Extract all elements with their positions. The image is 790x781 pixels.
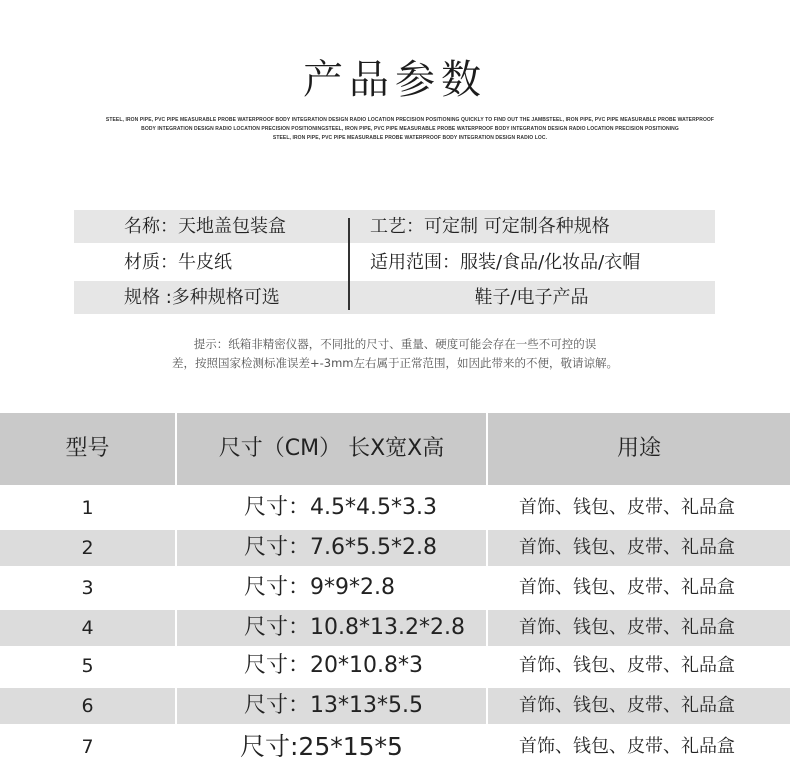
header-use: 用途: [616, 436, 661, 461]
row-size: 尺寸：4.5*4.5*3.3: [244, 495, 437, 520]
header-model: 型号: [65, 436, 110, 461]
spec-craft: 工艺：可定制 可定制各种规格: [370, 216, 610, 237]
table-row: [0, 688, 790, 724]
spec-row: [74, 246, 715, 279]
spec-material: 材质：牛皮纸: [124, 252, 232, 273]
spec-block: [74, 210, 715, 314]
table-row: [0, 530, 790, 566]
row-model: 1: [81, 497, 94, 519]
row-size: 尺寸：13*13*5.5: [244, 693, 423, 718]
spec-row: [74, 210, 715, 243]
row-divider: [175, 610, 177, 646]
row-divider: [175, 688, 177, 724]
row-divider: [175, 530, 177, 566]
tagline-line-2: BODY INTEGRATION DESIGN RADIO LOCATION PRECISION POSITIONINGSTEEL, IRON PIPE, PVC PIPE MEASURABLE PROBE WATERPROOF BODY INTEGRATION DESIGN RADIO LOCATION PRECISION POSITIONING: [141, 126, 679, 132]
spec-name: 名称：天地盖包装盒: [124, 216, 286, 237]
row-use: 首饰、钱包、皮带、礼品盒: [519, 497, 735, 518]
spec-row: [74, 281, 715, 314]
row-size: 尺寸：20*10.8*3: [244, 653, 423, 678]
row-size: 尺寸：9*9*2.8: [244, 575, 395, 600]
header-size: 尺寸（CM） 长X宽X高: [218, 436, 445, 461]
row-use: 首饰、钱包、皮带、礼品盒: [519, 577, 735, 598]
row-model: 4: [81, 617, 94, 639]
row-model: 7: [81, 736, 94, 758]
row-size: 尺寸:25*15*5: [240, 732, 403, 761]
spec-size-option: 规格 :多种规格可选: [124, 287, 280, 308]
row-size: 尺寸：10.8*13.2*2.8: [244, 615, 465, 640]
tagline-line-3: STEEL, IRON PIPE, PVC PIPE MEASURABLE PROBE WATERPROOF BODY INTEGRATION DESIGN RADIO LOC.: [272, 135, 548, 141]
row-model: 5: [81, 655, 94, 677]
row-use: 首饰、钱包、皮带、礼品盒: [519, 736, 735, 757]
row-divider: [486, 610, 488, 646]
spec-usage: 适用范围：服装/食品/化妆品/衣帽: [370, 252, 641, 273]
table-row: [0, 729, 790, 765]
note-line-1: 提示：纸箱非精密仪器，不同批的尺寸、重量、硬度可能会存在一些不可控的误: [193, 337, 597, 351]
row-model: 3: [81, 577, 94, 599]
row-divider: [486, 688, 488, 724]
table-header: [0, 413, 790, 485]
row-use: 首饰、钱包、皮带、礼品盒: [519, 695, 735, 716]
row-use: 首饰、钱包、皮带、礼品盒: [519, 655, 735, 676]
spec-divider: [348, 218, 350, 310]
row-model: 6: [81, 695, 94, 717]
table-row: [0, 610, 790, 646]
note-line-2: 差，按照国家检测标准误差+-3mm左右属于正常范围，如因此带来的不便，敬请谅解。: [171, 356, 618, 370]
row-divider: [486, 530, 488, 566]
row-use: 首饰、钱包、皮带、礼品盒: [519, 537, 735, 558]
table-row: [0, 648, 790, 684]
table-row: [0, 570, 790, 606]
row-size: 尺寸：7.6*5.5*2.8: [244, 535, 437, 560]
tagline-line-1: STEEL, IRON PIPE, PVC PIPE MEASURABLE PROBE WATERPROOF BODY INTEGRATION DESIGN RADIO LOCATION PRECISION POSITIONING QUICKLY TO FIND OUT THE JAMBSTEEL, IRON PIPE, PVC PIPE MEASURABLE PROBE WATERPROOF: [105, 117, 715, 123]
spec-usage-cont: 鞋子/电子产品: [474, 287, 589, 308]
row-use: 首饰、钱包、皮带、礼品盒: [519, 617, 735, 638]
table-row: [0, 490, 790, 526]
row-model: 2: [81, 537, 94, 559]
page-title: 产品参数: [303, 57, 487, 103]
